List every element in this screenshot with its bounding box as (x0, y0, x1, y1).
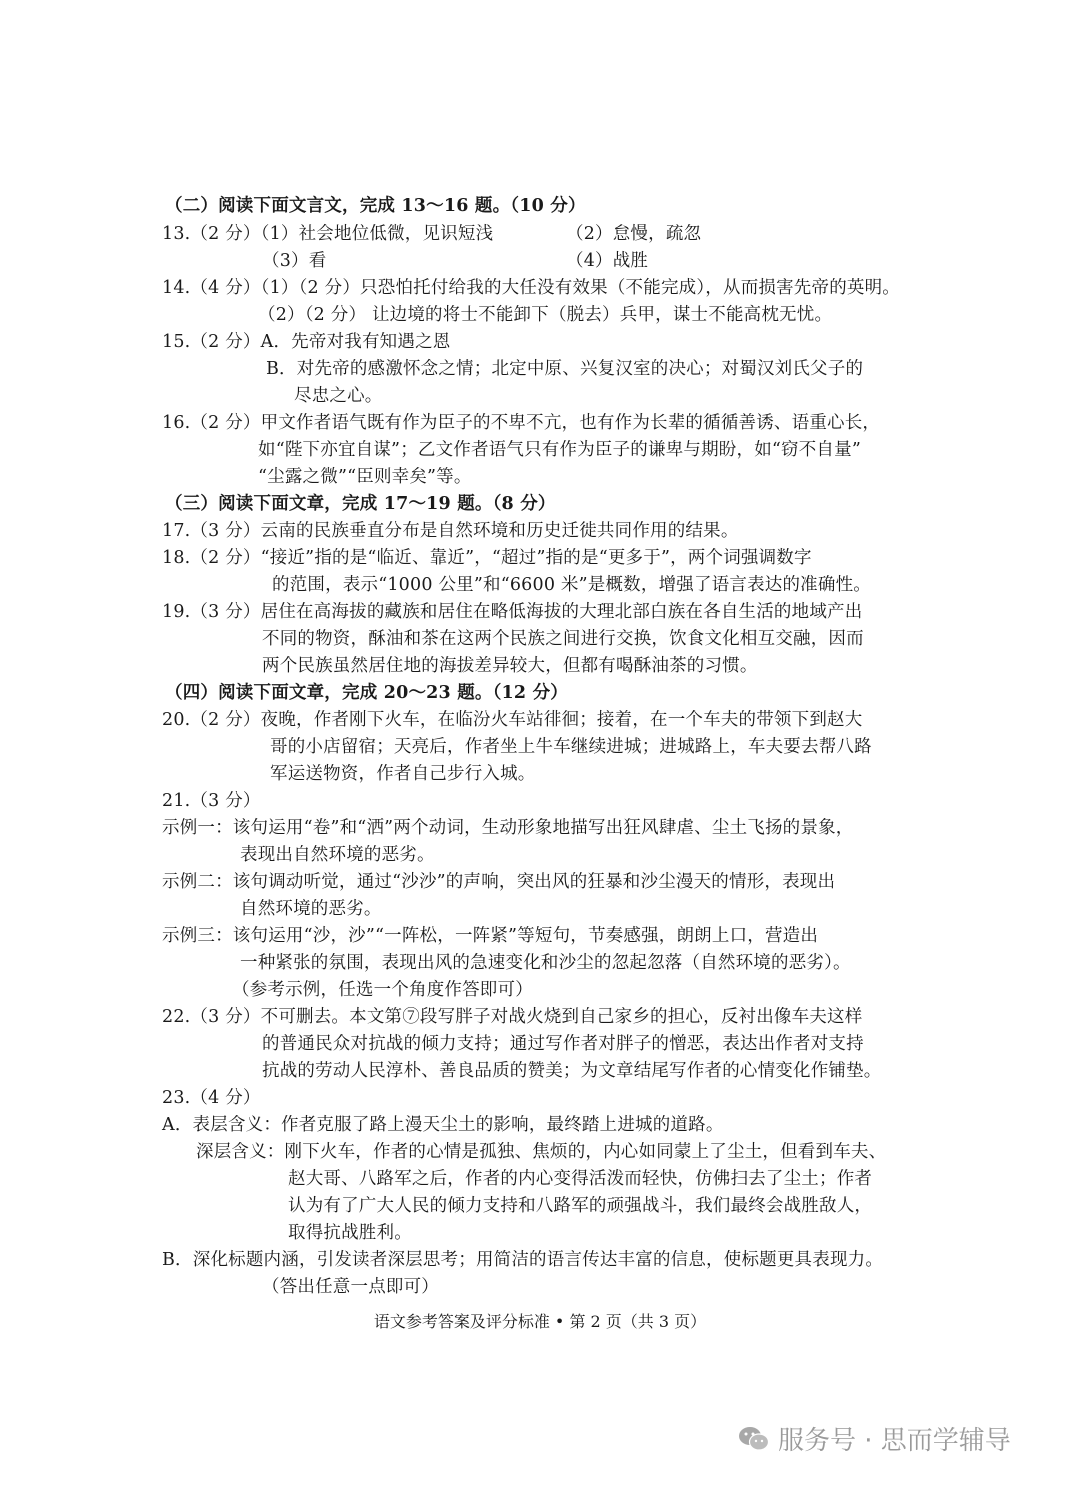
section-2-title: （二）阅读下面文言文，完成 13～16 题。（10 分） (165, 196, 586, 216)
q18-line2: 的范围，表示“1000 公里”和“6600 米”是概数，增强了语言表达的准确性。 (272, 575, 871, 595)
q20-line3: 军运送物资，作者自己步行入城。 (270, 764, 536, 784)
q22-line2: 的普通民众对抗战的倾力支持；通过写作者对胖子的憎恶，表达出作者对支持 (262, 1034, 864, 1054)
q13-answer-3: （3）看 (262, 251, 327, 271)
q16-line1: 16.（2 分）甲文作者语气既有作为臣子的不卑不亢，也有作为长辈的循循善诱、语重心长， (162, 413, 881, 433)
q23-a-surface: A．表层含义：作者克服了路上漫天尘土的影响，最终踏上进城的道路。 (162, 1115, 724, 1135)
q15-line2: B．对先帝的感激怀念之情；北定中原、兴复汉室的决心；对蜀汉刘氏父子的 (266, 359, 864, 379)
q20-line1: 20.（2 分）夜晚，作者刚下火车，在临汾火车站徘徊；接着，在一个车夫的带领下到赵大 (162, 710, 863, 730)
section-4-title: （四）阅读下面文章，完成 20～23 题。（12 分） (165, 683, 568, 703)
q23-a-deep-line3: 认为有了广大人民的倾力支持和八路军的顽强战斗，我们最终会战胜敌人， (288, 1196, 873, 1216)
q18-line1: 18.（2 分）“接近”指的是“临近、靠近”，“超过”指的是“更多于”，两个词强调数字 (162, 548, 812, 568)
q21-example2-line2: 自然环境的恶劣。 (240, 899, 382, 919)
q16-line3: “尘露之微”“臣则幸矣”等。 (258, 467, 472, 487)
q21-example2-line1: 示例二：该句调动听觉，通过“沙沙”的声响，突出风的狂暴和沙尘漫天的情形，表现出 (162, 872, 836, 892)
q19-line3: 两个民族虽然居住地的海拔差异较大，但都有喝酥油茶的习惯。 (262, 656, 758, 676)
q14-line1: 14.（4 分）（1）（2 分）只恐怕托付给我的大任没有效果（不能完成），从而损害先帝的英明。 (162, 278, 901, 298)
q13-answer-2: （2）怠慢，疏忽 (566, 224, 702, 244)
q20-line2: 哥的小店留宿；天亮后，作者坐上牛车继续进城；进城路上，车夫要去帮八路 (270, 737, 872, 757)
watermark-text: 服务号 · 思而学辅导 (778, 1426, 1011, 1456)
q22-line3: 抗战的劳动人民淳朴、善良品质的赞美；为文章结尾写作者的心情变化作铺垫。 (262, 1061, 882, 1081)
q21-example1-line2: 表现出自然环境的恶劣。 (240, 845, 435, 865)
wechat-icon (738, 1424, 770, 1454)
q14-line2: （2）（2 分） 让边境的将士不能卸下（脱去）兵甲，谋士不能高枕无忧。 (258, 305, 833, 325)
q13-answer-4: （4）战胜 (566, 251, 649, 271)
q23-b-line2: （答出任意一点即可） (262, 1277, 439, 1297)
q21-example1-line1: 示例一：该句运用“卷”和“洒”两个动词，生动形象地描写出狂风肆虐、尘土飞扬的景象， (162, 818, 854, 838)
q21-example3-line2: 一种紧张的氛围，表现出风的急速变化和沙尘的忽起忽落（自然环境的恶劣）。 (240, 953, 851, 973)
q19-line1: 19.（3 分）居住在高海拔的藏族和居住在略低海拔的大理北部白族在各自生活的地域产出 (162, 602, 863, 622)
q15-line3: 尽忠之心。 (294, 386, 383, 406)
q19-line2: 不同的物资，酥油和茶在这两个民族之间进行交换，饮食文化相互交融，因而 (262, 629, 864, 649)
watermark (738, 1420, 1011, 1457)
section-3-title: （三）阅读下面文章，完成 17～19 题。（8 分） (165, 494, 556, 514)
q23-b-line1: B．深化标题内涵，引发读者深层思考；用简洁的语言传达丰富的信息，使标题更具表现力。 (162, 1250, 884, 1270)
q21-example3-line1: 示例三：该句运用“沙，沙”“一阵松，一阵紧”等短句，节奏感强，朗朗上口，营造出 (162, 926, 819, 946)
q23-head: 23.（4 分） (162, 1088, 261, 1108)
q21-note: （参考示例，任选一个角度作答即可） (232, 980, 533, 1000)
q15-line1: 15.（2 分）A．先帝对我有知遇之恩 (162, 332, 451, 352)
page-footer: 语文参考答案及评分标准 • 第 2 页（共 3 页） (373, 1312, 707, 1331)
q21-head: 21.（3 分） (162, 791, 261, 811)
q13-line1: 13.（2 分）（1）社会地位低微，见识短浅 (162, 224, 494, 244)
q16-line2: 如“陛下亦宜自谋”；乙文作者语气只有作为臣子的谦卑与期盼，如“窃不自量” (258, 440, 861, 460)
q23-a-deep-line1: 深层含义：刚下火车，作者的心情是孤独、焦烦的，内心如同蒙上了尘土，但看到车夫、 (196, 1142, 887, 1162)
q22-line1: 22.（3 分）不可删去。本文第⑦段写胖子对战火烧到自己家乡的担心，反衬出像车夫这样 (162, 1007, 863, 1027)
q23-a-deep-line4: 取得抗战胜利。 (288, 1223, 412, 1243)
q23-a-deep-line2: 赵大哥、八路军之后，作者的内心变得活泼而轻快，仿佛扫去了尘土；作者 (288, 1169, 873, 1189)
q17-line1: 17.（3 分）云南的民族垂直分布是自然环境和历史迁徙共同作用的结果。 (162, 521, 739, 541)
